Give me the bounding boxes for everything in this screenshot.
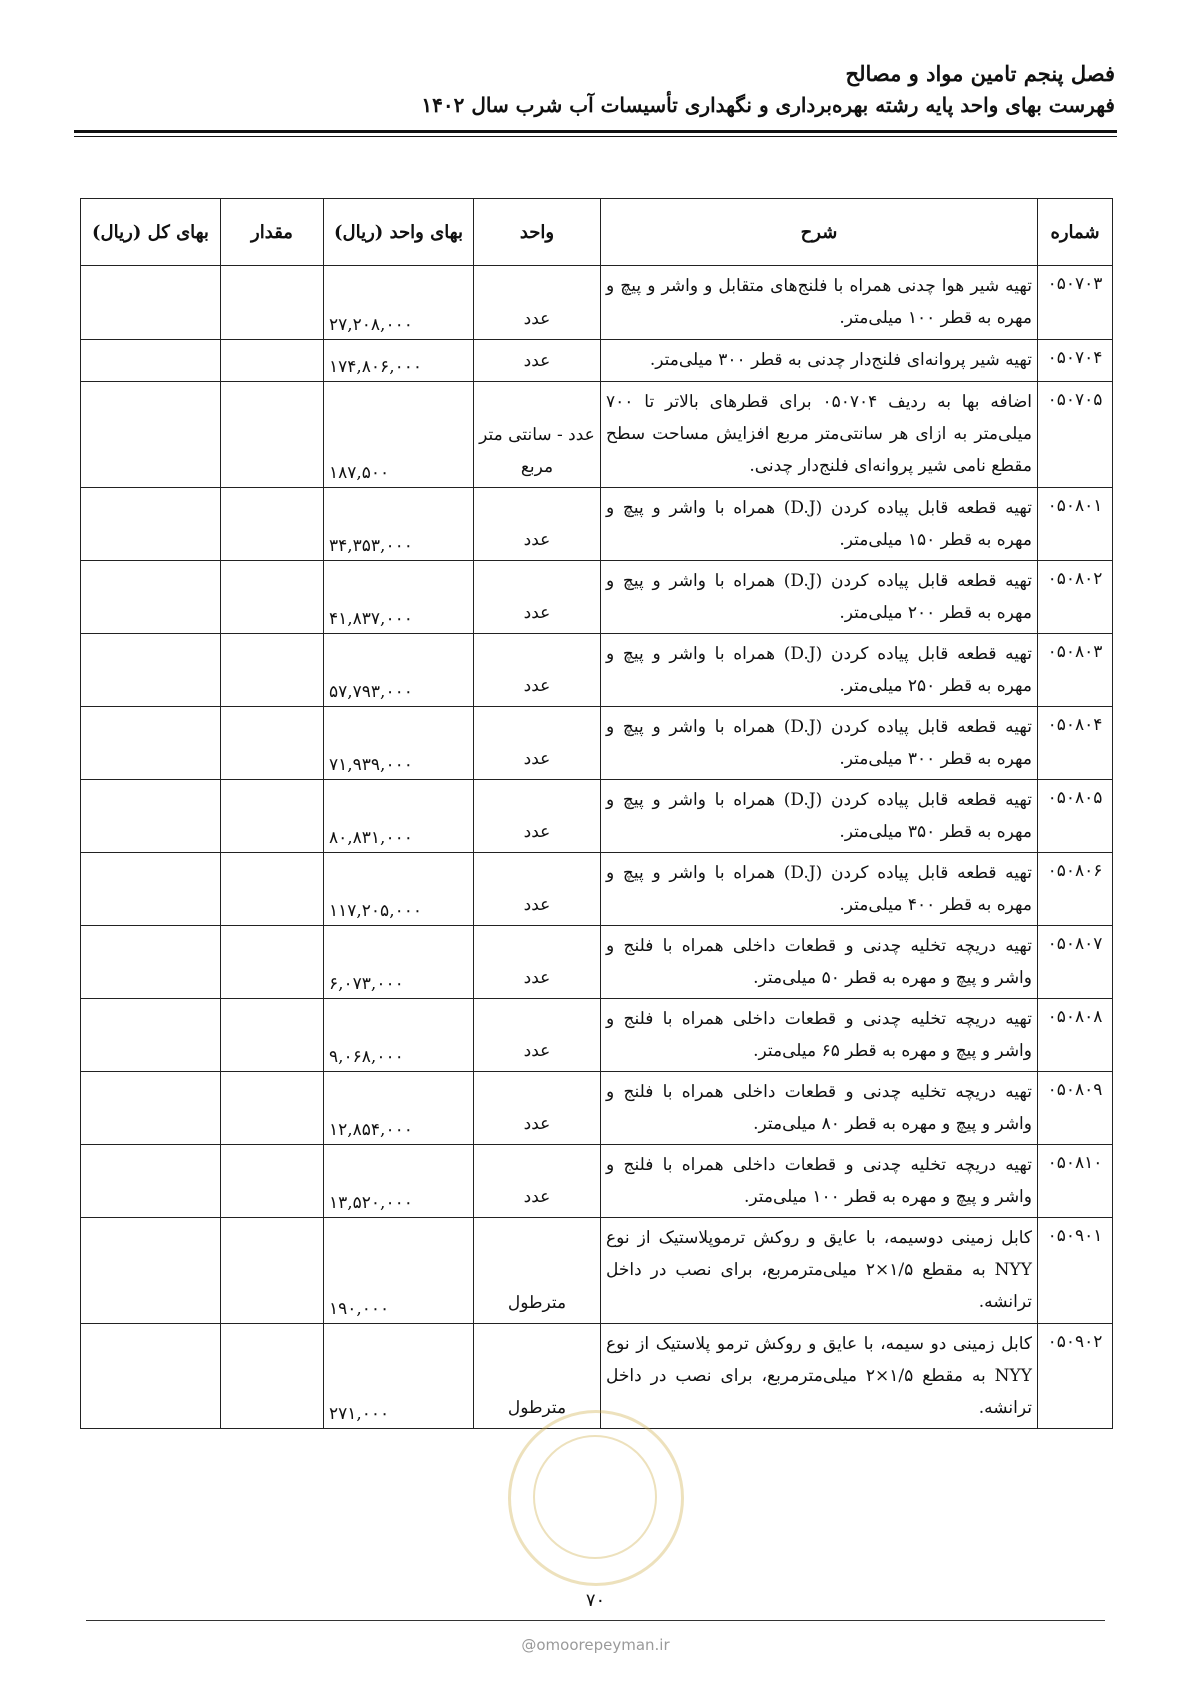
item-unit-price: ۱۹۰,۰۰۰ bbox=[324, 1218, 474, 1324]
item-total-price bbox=[81, 707, 221, 780]
item-quantity bbox=[221, 1145, 324, 1218]
item-code: ۰۵۰۸۰۴ bbox=[1038, 707, 1113, 780]
item-unit-price: ۹,۰۶۸,۰۰۰ bbox=[324, 999, 474, 1072]
item-code: ۰۵۰۹۰۱ bbox=[1038, 1218, 1113, 1324]
item-unit-price: ۱۳,۵۲۰,۰۰۰ bbox=[324, 1145, 474, 1218]
table-header-row bbox=[81, 199, 1113, 266]
item-code: ۰۵۰۸۰۱ bbox=[1038, 488, 1113, 561]
item-description: تهیه قطعه قابل پیاده کردن (D.J) همراه با واشر و پیچ و مهره به قطر ۳۰۰ میلی‌متر. bbox=[601, 707, 1038, 780]
item-total-price bbox=[81, 926, 221, 999]
item-code: ۰۵۰۸۱۰ bbox=[1038, 1145, 1113, 1218]
table-row bbox=[81, 999, 1113, 1072]
item-code: ۰۵۰۸۰۶ bbox=[1038, 853, 1113, 926]
item-code: ۰۵۰۸۰۵ bbox=[1038, 780, 1113, 853]
item-description: تهیه قطعه قابل پیاده کردن (D.J) همراه با واشر و پیچ و مهره به قطر ۱۵۰ میلی‌متر. bbox=[601, 488, 1038, 561]
item-total-price bbox=[81, 266, 221, 340]
item-code: ۰۵۰۷۰۵ bbox=[1038, 382, 1113, 488]
item-unit: مترطول bbox=[474, 1324, 601, 1429]
item-total-price bbox=[81, 853, 221, 926]
item-unit-price: ۱۱۷,۲۰۵,۰۰۰ bbox=[324, 853, 474, 926]
item-unit: عدد bbox=[474, 780, 601, 853]
item-unit: عدد bbox=[474, 266, 601, 340]
item-code: ۰۵۰۸۰۲ bbox=[1038, 561, 1113, 634]
item-quantity bbox=[221, 488, 324, 561]
table-row bbox=[81, 266, 1113, 340]
item-quantity bbox=[221, 707, 324, 780]
item-quantity bbox=[221, 382, 324, 488]
item-description: تهیه دریچه تخلیه چدنی و قطعات داخلی همراه با فلنج و واشر و پیچ و مهره به قطر ۱۰۰ میلی‌متر. bbox=[601, 1145, 1038, 1218]
item-quantity bbox=[221, 1072, 324, 1145]
item-total-price bbox=[81, 1324, 221, 1429]
table-row bbox=[81, 561, 1113, 634]
table-row bbox=[81, 488, 1113, 561]
item-unit: عدد bbox=[474, 340, 601, 382]
item-unit: عدد bbox=[474, 926, 601, 999]
item-unit-price: ۱۲,۸۵۴,۰۰۰ bbox=[324, 1072, 474, 1145]
item-code: ۰۵۰۹۰۲ bbox=[1038, 1324, 1113, 1429]
item-unit-price: ۶,۰۷۳,۰۰۰ bbox=[324, 926, 474, 999]
item-quantity bbox=[221, 1218, 324, 1324]
item-unit-price: ۱۸۷,۵۰۰ bbox=[324, 382, 474, 488]
header-quantity: مقدار bbox=[221, 199, 324, 266]
header-total-price: بهای کل (ریال) bbox=[81, 199, 221, 266]
table-row bbox=[81, 926, 1113, 999]
table-row bbox=[81, 1218, 1113, 1324]
item-unit-price: ۸۰,۸۳۱,۰۰۰ bbox=[324, 780, 474, 853]
item-code: ۰۵۰۸۰۳ bbox=[1038, 634, 1113, 707]
page-number: ۷۰ bbox=[585, 1590, 606, 1611]
item-unit-price: ۲۷۱,۰۰۰ bbox=[324, 1324, 474, 1429]
item-unit: عدد bbox=[474, 561, 601, 634]
item-total-price bbox=[81, 561, 221, 634]
header-unit: واحد bbox=[474, 199, 601, 266]
table-row bbox=[81, 853, 1113, 926]
item-total-price bbox=[81, 340, 221, 382]
item-description: تهیه قطعه قابل پیاده کردن (D.J) همراه با واشر و پیچ و مهره به قطر ۳۵۰ میلی‌متر. bbox=[601, 780, 1038, 853]
item-total-price bbox=[81, 1218, 221, 1324]
header-code: شماره bbox=[1038, 199, 1113, 266]
item-quantity bbox=[221, 780, 324, 853]
item-unit: عدد bbox=[474, 853, 601, 926]
header-unit-price: بهای واحد (ریال) bbox=[324, 199, 474, 266]
item-total-price bbox=[81, 999, 221, 1072]
item-unit: عدد bbox=[474, 1072, 601, 1145]
item-total-price bbox=[81, 488, 221, 561]
item-unit-price: ۴۱,۸۳۷,۰۰۰ bbox=[324, 561, 474, 634]
footer-rule bbox=[86, 1620, 1105, 1621]
item-quantity bbox=[221, 634, 324, 707]
item-description: تهیه دریچه تخلیه چدنی و قطعات داخلی همراه با فلنج و واشر و پیچ و مهره به قطر ۶۵ میلی‌متر. bbox=[601, 999, 1038, 1072]
item-total-price bbox=[81, 634, 221, 707]
page-header bbox=[75, 58, 1115, 120]
table-row bbox=[81, 1145, 1113, 1218]
item-description: تهیه دریچه تخلیه چدنی و قطعات داخلی همراه با فلنج و واشر و پیچ و مهره به قطر ۵۰ میلی‌متر. bbox=[601, 926, 1038, 999]
item-unit: مترطول bbox=[474, 1218, 601, 1324]
table-row bbox=[81, 634, 1113, 707]
item-code: ۰۵۰۸۰۹ bbox=[1038, 1072, 1113, 1145]
item-total-price bbox=[81, 1072, 221, 1145]
item-total-price bbox=[81, 382, 221, 488]
item-unit-price: ۳۴,۳۵۳,۰۰۰ bbox=[324, 488, 474, 561]
item-quantity bbox=[221, 853, 324, 926]
website-watermark: @omoorepeyman.ir bbox=[521, 1636, 670, 1654]
table-row bbox=[81, 707, 1113, 780]
price-list-table bbox=[80, 198, 1113, 1429]
item-quantity bbox=[221, 999, 324, 1072]
item-unit-price: ۲۷,۲۰۸,۰۰۰ bbox=[324, 266, 474, 340]
watermark-seal bbox=[508, 1410, 684, 1586]
item-code: ۰۵۰۷۰۳ bbox=[1038, 266, 1113, 340]
item-quantity bbox=[221, 926, 324, 999]
header-rule-thick bbox=[74, 130, 1117, 133]
header-description: شرح bbox=[601, 199, 1038, 266]
item-description: تهیه قطعه قابل پیاده کردن (D.J) همراه با واشر و پیچ و مهره به قطر ۴۰۰ میلی‌متر. bbox=[601, 853, 1038, 926]
item-quantity bbox=[221, 266, 324, 340]
chapter-title: فصل پنجم تامین مواد و مصالح bbox=[845, 61, 1115, 86]
item-unit: عدد bbox=[474, 634, 601, 707]
item-description: تهیه دریچه تخلیه چدنی و قطعات داخلی همراه با فلنج و واشر و پیچ و مهره به قطر ۸۰ میلی‌متر. bbox=[601, 1072, 1038, 1145]
item-total-price bbox=[81, 1145, 221, 1218]
item-description: کابل زمینی دوسیمه، با عایق و روکش ترموپلاستیک از نوع NYY به مقطع ۱/۵×۲ میلی‌مترمربع، برای نصب در داخل ترانشه. bbox=[601, 1218, 1038, 1324]
item-code: ۰۵۰۷۰۴ bbox=[1038, 340, 1113, 382]
item-description: تهیه شیر پروانه‌ای فلنج‌دار چدنی به قطر ۳۰۰ میلی‌متر. bbox=[601, 340, 1038, 382]
item-unit-price: ۱۷۴,۸۰۶,۰۰۰ bbox=[324, 340, 474, 382]
table-row bbox=[81, 1072, 1113, 1145]
table-row bbox=[81, 780, 1113, 853]
item-description: تهیه قطعه قابل پیاده کردن (D.J) همراه با واشر و پیچ و مهره به قطر ۲۰۰ میلی‌متر. bbox=[601, 561, 1038, 634]
item-unit-price: ۵۷,۷۹۳,۰۰۰ bbox=[324, 634, 474, 707]
item-unit: عدد bbox=[474, 488, 601, 561]
item-total-price bbox=[81, 780, 221, 853]
item-unit: عدد bbox=[474, 999, 601, 1072]
document-title: فهرست بهای واحد پایه رشته بهره‌برداری و نگهداری تأسیسات آب شرب سال ۱۴۰۲ bbox=[421, 93, 1115, 117]
item-quantity bbox=[221, 340, 324, 382]
item-description: تهیه قطعه قابل پیاده کردن (D.J) همراه با واشر و پیچ و مهره به قطر ۲۵۰ میلی‌متر. bbox=[601, 634, 1038, 707]
item-description: تهیه شیر هوا چدنی همراه با فلنج‌های متقابل و واشر و پیچ و مهره به قطر ۱۰۰ میلی‌متر. bbox=[601, 266, 1038, 340]
item-code: ۰۵۰۸۰۷ bbox=[1038, 926, 1113, 999]
header-rule-thin bbox=[74, 136, 1117, 137]
item-description: کابل زمینی دو سیمه، با عایق و روکش ترمو پلاستیک از نوع NYY به مقطع ۱/۵×۲ میلی‌مترمربع، برای نصب در داخل ترانشه. bbox=[601, 1324, 1038, 1429]
table-row bbox=[81, 382, 1113, 488]
table-row bbox=[81, 340, 1113, 382]
item-quantity bbox=[221, 561, 324, 634]
item-unit: عدد - سانتی متر مربع bbox=[474, 382, 601, 488]
item-code: ۰۵۰۸۰۸ bbox=[1038, 999, 1113, 1072]
item-unit: عدد bbox=[474, 707, 601, 780]
item-description: اضافه بها به ردیف ۰۵۰۷۰۴ برای قطرهای بالاتر تا ۷۰۰ میلی‌متر به ازای هر سانتی‌متر مربع افزایش مساحت سطح مقطع نامی شیر پروانه‌ای فلنج‌دار چدنی. bbox=[601, 382, 1038, 488]
item-unit: عدد bbox=[474, 1145, 601, 1218]
item-unit-price: ۷۱,۹۳۹,۰۰۰ bbox=[324, 707, 474, 780]
item-quantity bbox=[221, 1324, 324, 1429]
